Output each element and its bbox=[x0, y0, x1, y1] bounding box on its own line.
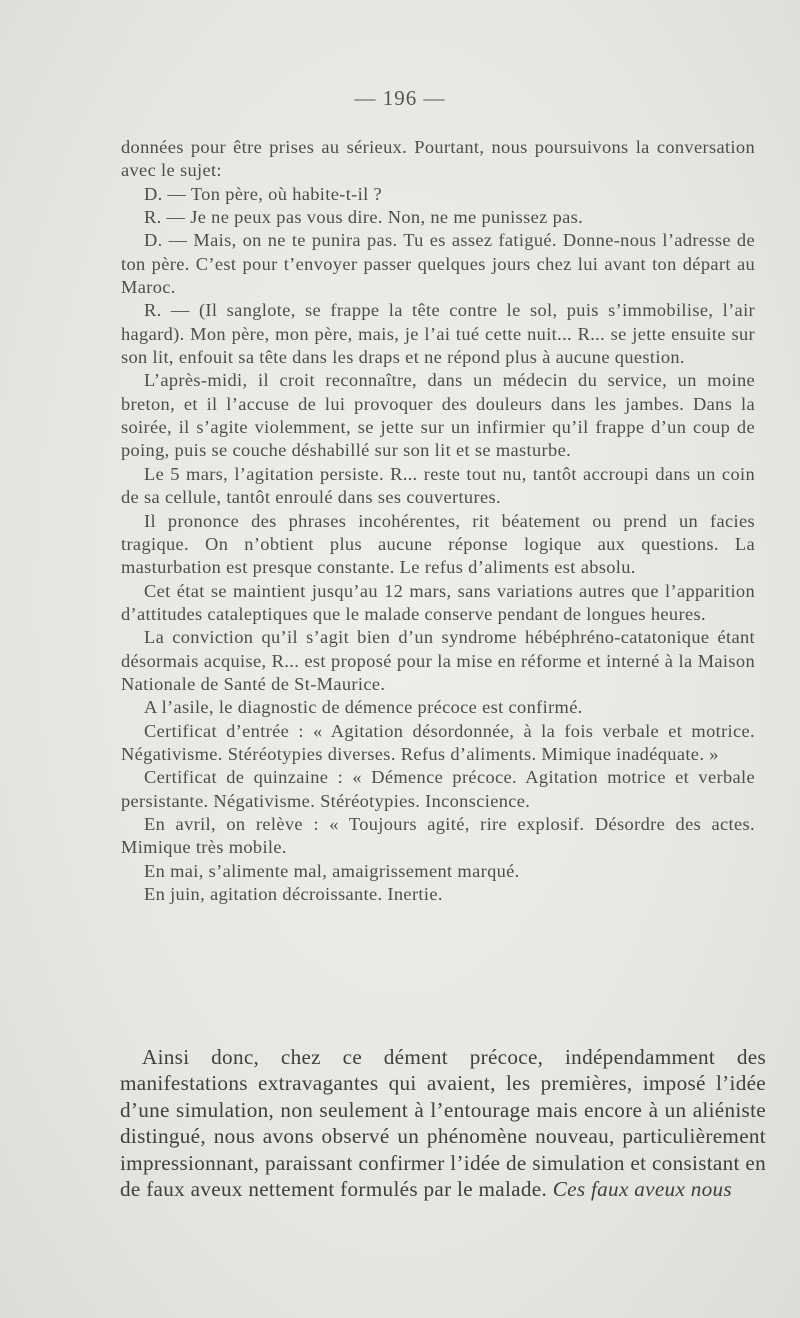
paragraph: En juin, agitation décroissante. Inertie. bbox=[144, 884, 443, 904]
conclusion-body: Ainsi donc, chez ce dément précoce, indépendamment des manifestations extravagantes qui avaient, les premières, imposé l’idée d’une simulation, non seulement à l’entourage mais encore à un aliéniste distingué, nous avons observé un phénomène nouveau, particulièrement impressionnant, paraissant confirmer l’idée de simulation et consistant en de faux aveux nettement formulés par le malade. bbox=[120, 1045, 766, 1202]
paragraph: A l’asile, le diagnostic de démence précoce est confirmé. bbox=[144, 697, 583, 718]
paragraph: R. — (Il sanglote, se frappe la tête contre le sol, puis s’immobilise, l’air hagard). Mon père, mon père, mais, je l’ai tué cette nuit... R... se jette ensuite sur son lit, enfouit sa tête dans les draps et ne répond plus à aucune question. bbox=[121, 300, 755, 368]
paragraph: En avril, on relève : « Toujours agité, rire explosif. Désordre des actes. Mimique très mobile. bbox=[121, 813, 755, 858]
paragraph: L’après-midi, il croit reconnaître, dans un médecin du service, un moine breton, et il l’accuse de lui provoquer des douleurs dans les jambes. Dans la soirée, il s’agite violemment, se jette sur un infirmier qu’il frappe d’un coup de poing, puis se couche déshabillé sur son lit et se masturbe. bbox=[121, 370, 755, 461]
conclusion-paragraph bbox=[120, 1044, 766, 1202]
paragraph: D. — Ton père, où habite-t-il ? bbox=[144, 183, 383, 204]
paragraph: Le 5 mars, l’agitation persiste. R... reste tout nu, tantôt accroupi dans un coin de sa cellule, tantôt enroulé dans ses couvertures. bbox=[121, 463, 755, 508]
paragraph: La conviction qu’il s’agit bien d’un syndrome hébéphréno-catatonique étant désormais acquise, R... est proposé pour la mise en réforme et interné à la Maison Nationale de Santé de St-Maurice. bbox=[121, 627, 755, 694]
paragraph: R. — Je ne peux pas vous dire. Non, ne me punissez pas. bbox=[144, 207, 584, 228]
paragraph: En mai, s’alimente mal, amaigrissement marqué. bbox=[144, 860, 520, 881]
paragraph: Cet état se maintient jusqu’au 12 mars, sans variations autres que l’apparition d’attitudes cataleptiques que le malade conserve pendant de longues heures. bbox=[121, 580, 755, 624]
paragraph: Il prononce des phrases incohérentes, rit béatement ou prend un facies tragique. On n’obtient plus aucune réponse logique aux questions. La masturbation est presque constante. Le refus d’aliments est absolu. bbox=[121, 510, 755, 578]
paragraph: Certificat de quinzaine : « Démence précoce. Agitation motrice et verbale persistante. Négativisme. Stéréotypies. Inconscience. bbox=[121, 767, 755, 811]
paragraph: données pour être prises au sérieux. Pourtant, nous poursuivons la conversation avec le sujet: bbox=[121, 137, 755, 181]
paragraph: Certificat d’entrée : « Agitation désordonnée, à la fois verbale et motrice. Négativisme. Stéréotypies diverses. Refus d’aliments. Mimique inadéquate. » bbox=[121, 720, 755, 764]
body-text bbox=[121, 136, 755, 906]
conclusion-text bbox=[120, 1044, 766, 1202]
conclusion-italic-tail: Ces faux aveux nous bbox=[552, 1177, 732, 1202]
page-number: — 196 — bbox=[354, 86, 446, 110]
paragraph: D. — Mais, on ne te punira pas. Tu es assez fatigué. Donne-nous l’adresse de ton père. C’est pour t’envoyer passer quelques jours chez lui avant ton départ au Maroc. bbox=[121, 230, 755, 298]
